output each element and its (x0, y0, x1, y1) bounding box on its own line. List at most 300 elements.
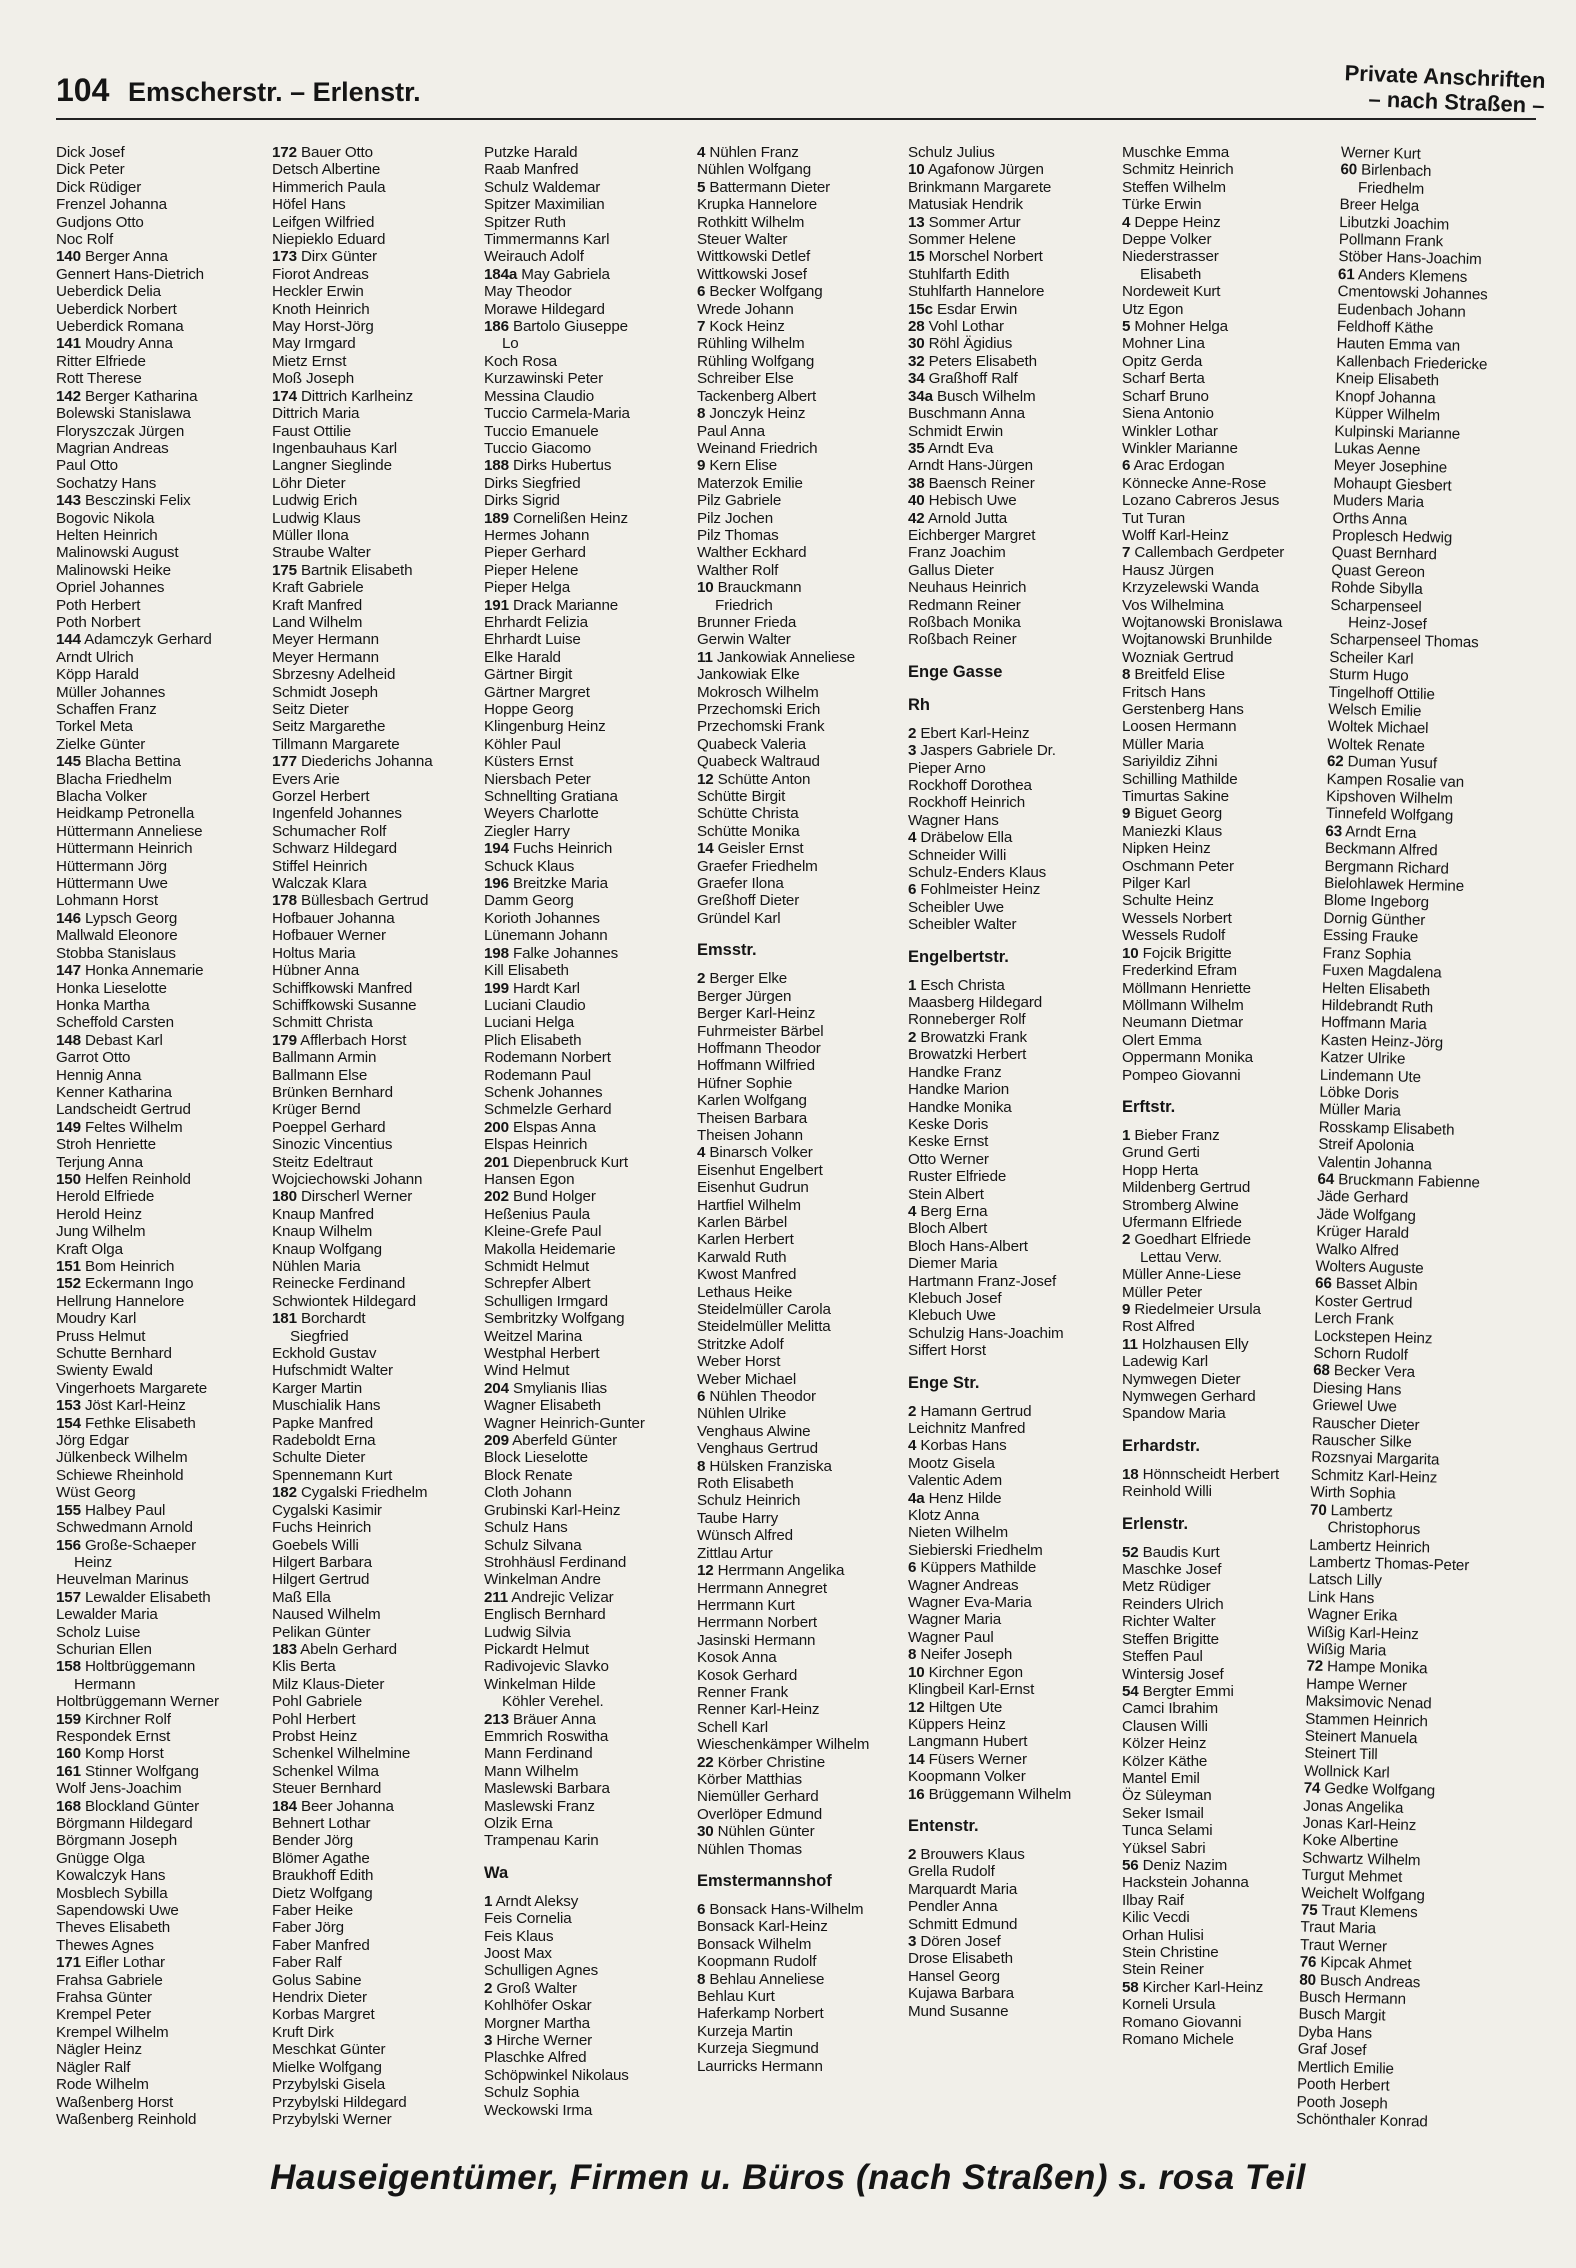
resident-name: Putzke Harald (484, 144, 578, 161)
resident-entry (484, 1997, 696, 2014)
resident-entry (272, 1258, 484, 1275)
resident-entry (56, 701, 268, 718)
resident-entry (1122, 614, 1334, 631)
resident-name: Steinert Manuela (1304, 1727, 1418, 1748)
resident-name: Hennig Anna (56, 1066, 142, 1084)
resident-entry (272, 1537, 484, 1554)
resident-entry (1122, 475, 1334, 492)
resident-entry (272, 1136, 484, 1153)
resident-entry (484, 649, 696, 666)
resident-entry (484, 1711, 696, 1728)
resident-entry (908, 725, 1120, 742)
resident-name: Stöber Hans-Joachim (1338, 248, 1482, 269)
resident-name: Schiewe Rheinhold (56, 1466, 184, 1484)
house-number: 10 (697, 579, 714, 597)
resident-entry (697, 318, 909, 335)
resident-entry (908, 994, 1120, 1011)
house-number: 3 (908, 1932, 917, 1950)
resident-name: Stein Reiner (1122, 1961, 1204, 1979)
resident-entry (272, 1032, 484, 1049)
resident-entry (272, 2024, 484, 2041)
resident-entry (56, 527, 268, 544)
house-number: 63 (1325, 822, 1343, 841)
resident-entry (484, 597, 696, 614)
resident-name: Bielohlawek Hermine (1324, 874, 1465, 896)
resident-entry (56, 1101, 268, 1118)
resident-name: Dietz Wolfgang (272, 1884, 373, 1902)
resident-entry (908, 2003, 1120, 2020)
resident-entry (908, 1881, 1120, 1898)
resident-entry (697, 266, 909, 283)
house-number: 146 (56, 909, 81, 927)
resident-entry (272, 161, 484, 178)
resident-entry (1122, 248, 1334, 265)
resident-name: Makolla Heidemarie (484, 1240, 616, 1258)
resident-name: Orths Anna (1332, 509, 1408, 529)
resident-entry (908, 527, 1120, 544)
resident-entry (56, 597, 268, 614)
resident-name: Nymwegen Dieter (1122, 1370, 1241, 1388)
resident-entry (272, 214, 484, 231)
resident-name: Orhan Hulisi (1122, 1926, 1204, 1944)
resident-name: Pickardt Helmut (484, 1640, 589, 1658)
resident-name: Ingenfeld Johannes (272, 805, 402, 823)
resident-name: Karger Martin (272, 1379, 363, 1397)
resident-name: Scholz Luise (56, 1623, 141, 1641)
resident-name: Behlau Kurt (697, 1988, 775, 2006)
resident-entry (484, 2032, 696, 2049)
resident-entry (1122, 1231, 1334, 1248)
resident-entry (1122, 858, 1334, 875)
resident-entry (1122, 1371, 1334, 1388)
resident-name: Kampen Rosalie van (1326, 770, 1465, 791)
resident-entry (484, 753, 696, 770)
resident-name: Quast Bernhard (1331, 544, 1438, 564)
resident-name: Block Renate (484, 1466, 573, 1484)
resident-name: Timmermanns Karl (484, 231, 610, 249)
resident-name: Kirchner Egon (928, 1663, 1023, 1681)
resident-name: Nühlen Thomas (697, 1840, 802, 1858)
house-number: 153 (56, 1397, 81, 1415)
resident-entry (908, 1507, 1120, 1524)
resident-name: Woltek Michael (1327, 718, 1429, 738)
resident-name: Maslewski Franz (484, 1797, 595, 1815)
resident-entry (272, 945, 484, 962)
resident-entry (484, 1101, 696, 1118)
resident-entry (484, 701, 696, 718)
house-number: 6 (1122, 457, 1131, 475)
resident-entry (56, 1014, 268, 1031)
resident-entry (697, 1023, 909, 1040)
resident-name: Ziegler Harry (484, 822, 570, 840)
resident-name: Schilling Mathilde (1122, 770, 1238, 788)
resident-name: Vingerhoets Margarete (56, 1379, 208, 1397)
resident-entry (908, 248, 1120, 265)
resident-name: Hüfner Sophie (697, 1074, 793, 1092)
resident-name: Rosskamp Elisabeth (1318, 1118, 1455, 1139)
resident-name: Redmann Reiner (908, 596, 1021, 614)
resident-name: Langner Sieglinde (272, 457, 392, 475)
resident-entry (272, 892, 484, 909)
resident-entry (272, 805, 484, 822)
resident-entry (272, 962, 484, 979)
resident-entry (1122, 1753, 1334, 1770)
resident-name: Rozsnyai Margarita (1310, 1449, 1440, 1470)
resident-entry (56, 492, 268, 509)
resident-entry (56, 2076, 268, 2093)
resident-name: Griewel Uwe (1312, 1396, 1397, 1416)
resident-entry (1122, 1718, 1334, 1735)
resident-name: Wind Helmut (484, 1362, 570, 1380)
resident-entry (1122, 544, 1334, 561)
resident-entry (272, 1206, 484, 1223)
resident-entry (1122, 1336, 1334, 1353)
resident-entry (1122, 423, 1334, 440)
resident-entry (697, 370, 909, 387)
house-number: 4 (1122, 213, 1131, 231)
resident-entry (272, 1154, 484, 1171)
resident-name: Seker Ismail (1122, 1804, 1204, 1822)
resident-name: Anders Klemens (1357, 266, 1468, 286)
resident-entry (697, 1336, 909, 1353)
resident-entry (697, 823, 909, 840)
resident-name: Essing Frauke (1322, 927, 1419, 947)
resident-name: Reinecke Ferdinand (272, 1275, 406, 1293)
house-number: 142 (56, 387, 81, 405)
resident-entry (272, 858, 484, 875)
resident-name: Meyer Josephine (1333, 457, 1448, 477)
resident-entry (1122, 1613, 1334, 1630)
resident-name: Schrepfer Albert (484, 1275, 591, 1293)
resident-name: Moudry Anna (84, 335, 173, 353)
resident-name: Weitzel Marina (484, 1327, 583, 1345)
resident-name: Torkel Meta (56, 718, 133, 736)
house-number: 8 (697, 1457, 706, 1475)
resident-entry (1122, 1683, 1334, 1700)
resident-entry (56, 301, 268, 318)
house-number: 12 (908, 1698, 925, 1716)
resident-entry (697, 510, 909, 527)
resident-entry (484, 1502, 696, 1519)
resident-name: Schmelzle Gerhard (484, 1101, 612, 1119)
resident-name: Frahsa Gabriele (56, 1971, 163, 1989)
resident-entry (908, 1290, 1120, 1307)
resident-name: Walko Alfred (1315, 1240, 1399, 1260)
resident-entry (272, 1919, 484, 1936)
house-number: 159 (56, 1710, 81, 1728)
resident-name: Arndt Ulrich (56, 648, 134, 666)
resident-entry (908, 1733, 1120, 1750)
house-number: 200 (484, 1118, 509, 1136)
resident-name: Herold Heinz (56, 1205, 142, 1223)
resident-name: Wagner Hans (908, 811, 999, 829)
resident-entry (56, 1954, 268, 1971)
resident-name: Berger Katharina (84, 387, 198, 405)
resident-name: Oppermann Monika (1122, 1049, 1253, 1067)
resident-name: Dirks Siegfried (484, 474, 581, 492)
resident-entry (1122, 1014, 1334, 1031)
resident-entry (484, 1154, 696, 1171)
resident-name: Rott Therese (56, 370, 142, 388)
resident-name: Sariyildiz Zihni (1122, 753, 1218, 771)
house-number: 52 (1122, 1543, 1139, 1561)
resident-entry (908, 423, 1120, 440)
resident-entry (697, 805, 909, 822)
resident-name: Schaffen Franz (56, 701, 157, 718)
resident-entry (272, 1067, 484, 1084)
resident-name: Braukhoff Edith (272, 1867, 374, 1885)
resident-name: Klingenburg Heinz (484, 718, 606, 736)
resident-name: Mertlich Emilie (1297, 2058, 1395, 2078)
house-number: 154 (56, 1414, 81, 1432)
resident-name: Möllmann Wilhelm (1122, 996, 1244, 1014)
house-number: 34a (908, 387, 933, 405)
resident-name: Meschkat Günter (272, 2041, 386, 2059)
resident-entry (697, 1754, 909, 1771)
resident-name: Debast Karl (84, 1031, 163, 1049)
resident-name: Aberfeld Günter (512, 1432, 618, 1450)
resident-name: Berger Elke (709, 970, 788, 988)
resident-name: Hellrung Hannelore (56, 1292, 185, 1310)
street-heading: Emsstr. (697, 941, 757, 960)
resident-name: Klis Berta (272, 1658, 336, 1676)
resident-entry (272, 1362, 484, 1379)
resident-name: Bieber Franz (1134, 1126, 1220, 1144)
resident-name: Baudis Kurt (1142, 1543, 1220, 1561)
resident-name: Krempel Wilhelm (56, 2023, 169, 2041)
resident-entry (484, 1945, 696, 1962)
resident-name: Taube Harry (697, 1509, 779, 1527)
resident-name: Steuer Walter (697, 231, 788, 249)
resident-name: Hardt Karl (512, 979, 580, 997)
resident-name: Karlen Bärbel (697, 1213, 788, 1231)
resident-name: Browatzki Frank (920, 1028, 1027, 1046)
resident-entry (56, 1171, 268, 1188)
resident-name: Luciani Claudio (484, 996, 586, 1014)
resident-name: Dittrich Maria (272, 405, 360, 423)
house-number: 12 (697, 770, 714, 788)
resident-name: Malinowski August (56, 544, 179, 562)
house-number: 178 (272, 892, 297, 910)
resident-entry (56, 684, 268, 701)
resident-name: Wintersig Josef (1122, 1665, 1224, 1683)
resident-entry (272, 1014, 484, 1031)
resident-name: Hampe Monika (1326, 1658, 1428, 1678)
resident-name: Ludwig Klaus (272, 509, 361, 527)
resident-name: Herrmann Kurt (697, 1596, 795, 1614)
resident-entry (1122, 997, 1334, 1014)
resident-name: Lerch Frank (1314, 1309, 1394, 1329)
resident-entry (908, 161, 1120, 178)
street-heading: Erftstr. (1122, 1097, 1176, 1116)
resident-entry (697, 1127, 909, 1144)
resident-name: Link Hans (1307, 1588, 1375, 1607)
resident-name: Browatzki Herbert (908, 1046, 1027, 1064)
resident-name: Lozano Cabreros Jesus (1122, 492, 1280, 510)
resident-name: Sinozic Vincentius (272, 1136, 393, 1154)
resident-entry (484, 1293, 696, 1310)
resident-entry (484, 527, 696, 544)
resident-entry (484, 1014, 696, 1031)
resident-name: Pompeo Giovanni (1122, 1066, 1241, 1084)
resident-name: Englisch Bernhard (484, 1606, 606, 1624)
resident-name: Ueberdick Romana (56, 318, 184, 336)
resident-name: Abeln Gerhard (300, 1640, 397, 1658)
resident-name: Weber Horst (697, 1353, 781, 1371)
resident-entry (484, 1380, 696, 1397)
resident-entry (56, 2094, 268, 2111)
resident-name: Leichnitz Manfred (908, 1420, 1026, 1437)
house-number: 13 (908, 213, 925, 231)
resident-entry (697, 1562, 909, 1579)
resident-entry (56, 840, 268, 857)
resident-entry (1122, 840, 1334, 857)
resident-entry (908, 1273, 1120, 1290)
resident-entry (1122, 945, 1334, 962)
resident-name: Honka Annemarie (84, 962, 204, 980)
resident-entry (484, 1745, 696, 1762)
house-number: 161 (56, 1762, 81, 1780)
resident-name: Roth Elisabeth (697, 1475, 794, 1493)
resident-name: Traut Werner (1299, 1936, 1388, 1956)
resident-name: Agafonow Jürgen (927, 161, 1044, 179)
column-7 (1296, 144, 1553, 2133)
resident-name: Scheibler Walter (908, 916, 1017, 934)
resident-entry (56, 1119, 268, 1136)
resident-entry (697, 1492, 909, 1509)
resident-name: Weber Michael (697, 1370, 797, 1388)
resident-entry (908, 457, 1120, 474)
resident-entry (1122, 318, 1334, 335)
resident-name: Adamczyk Gerhard (84, 631, 212, 649)
resident-name: Przechomski Erich (697, 701, 821, 718)
resident-name: Füsers Werner (928, 1750, 1027, 1768)
house-number: 8 (697, 1970, 706, 1988)
resident-entry (697, 527, 909, 544)
resident-name: Dick Josef (56, 144, 125, 161)
resident-name: Hampe Werner (1305, 1675, 1408, 1695)
resident-name: Lettau Verw. (1140, 1248, 1222, 1266)
resident-entry (908, 742, 1120, 759)
resident-entry (908, 196, 1120, 213)
resident-name: Müller Maria (1318, 1101, 1402, 1120)
resident-name: Kurzeja Siegmund (697, 2040, 819, 2058)
resident-entry (56, 1571, 268, 1588)
house-number: 213 (484, 1710, 509, 1728)
resident-name: Marquardt Maria (908, 1880, 1018, 1898)
resident-name: Nieten Wilhelm (908, 1524, 1009, 1542)
resident-entry (1122, 1735, 1334, 1752)
resident-name: Woltek Renate (1327, 735, 1425, 755)
resident-name: Breitzke Maria (512, 875, 608, 893)
resident-name: Theisen Barbara (697, 1109, 808, 1127)
house-number: 9 (1122, 1301, 1131, 1318)
resident-entry (56, 161, 268, 178)
column-1 (56, 144, 268, 2128)
resident-name: Groß Walter (496, 1979, 577, 1997)
house-number: 194 (484, 840, 509, 858)
resident-entry (908, 881, 1120, 898)
resident-name: Korbas Margret (272, 2006, 375, 2024)
resident-entry (272, 736, 484, 753)
resident-entry (1122, 1353, 1334, 1370)
resident-name: Moß Joseph (272, 370, 355, 388)
resident-entry (697, 2058, 909, 2075)
resident-entry (484, 1467, 696, 1484)
resident-entry (56, 1711, 268, 1728)
resident-name: Maasberg Hildegard (908, 994, 1043, 1012)
resident-entry (697, 1719, 909, 1736)
resident-entry (908, 562, 1120, 579)
resident-entry (484, 788, 696, 805)
resident-name: Brüggemann Wilhelm (928, 1785, 1072, 1803)
resident-entry (272, 1589, 484, 1606)
resident-name: Schulz Hans (484, 1519, 568, 1537)
resident-entry (908, 899, 1120, 916)
resident-name: Zittlau Artur (697, 1544, 773, 1562)
resident-name: Cygalski Kasimir (272, 1501, 382, 1519)
resident-entry (908, 1403, 1120, 1420)
resident-name: Afflerbach Horst (300, 1031, 407, 1049)
resident-name: Ilbay Raif (1122, 1891, 1184, 1909)
resident-entry (1122, 1388, 1334, 1405)
resident-name: Körber Christine (717, 1753, 826, 1771)
resident-entry (697, 335, 909, 352)
resident-entry (908, 1681, 1120, 1698)
resident-name: Komp Horst (84, 1745, 164, 1763)
resident-entry (697, 736, 909, 753)
resident-name: Materzok Emilie (697, 474, 803, 492)
resident-name: Dirks Sigrid (484, 492, 560, 510)
resident-name: Dräbelow Ella (920, 829, 1013, 847)
resident-entry (484, 840, 696, 857)
house-number: 34 (908, 370, 925, 388)
resident-name: Wojtanowski Bronislawa (1122, 613, 1283, 631)
resident-name: Hamann Gertrud (920, 1402, 1032, 1420)
resident-entry (56, 788, 268, 805)
house-number: 2 (908, 1402, 917, 1420)
resident-name: Müller Ilona (272, 526, 349, 544)
resident-entry (56, 231, 268, 248)
resident-entry (272, 2094, 484, 2111)
resident-entry (1122, 1770, 1334, 1787)
resident-entry (484, 1980, 696, 1997)
resident-entry (908, 1325, 1120, 1342)
resident-name: Stritzke Adolf (697, 1335, 784, 1353)
resident-name: Reinhold Willi (1122, 1483, 1212, 1501)
resident-name: Cygalski Friedhelm (300, 1484, 428, 1502)
resident-name: Clausen Willi (1122, 1717, 1208, 1735)
resident-entry (272, 318, 484, 335)
resident-name: Handke Franz (908, 1063, 1002, 1081)
resident-name: Steitz Edeltraut (272, 1153, 373, 1171)
resident-entry (1122, 1284, 1334, 1301)
resident-entry (56, 1136, 268, 1153)
resident-name: Poth Herbert (56, 596, 141, 614)
resident-name: Westphal Herbert (484, 1345, 600, 1363)
resident-name: Neifer Joseph (920, 1646, 1013, 1664)
resident-name: Gärtner Margret (484, 683, 590, 701)
resident-entry (908, 1594, 1120, 1611)
resident-entry (697, 179, 909, 196)
resident-name: Stein Christine (1122, 1944, 1219, 1961)
resident-name: Hirche Werner (496, 2032, 593, 2050)
resident-entry (697, 1788, 909, 1805)
resident-name: Stein Albert (908, 1185, 984, 1203)
resident-entry (697, 1388, 909, 1405)
house-number: 4 (908, 829, 917, 847)
resident-name: Hoppe Georg (484, 701, 574, 718)
